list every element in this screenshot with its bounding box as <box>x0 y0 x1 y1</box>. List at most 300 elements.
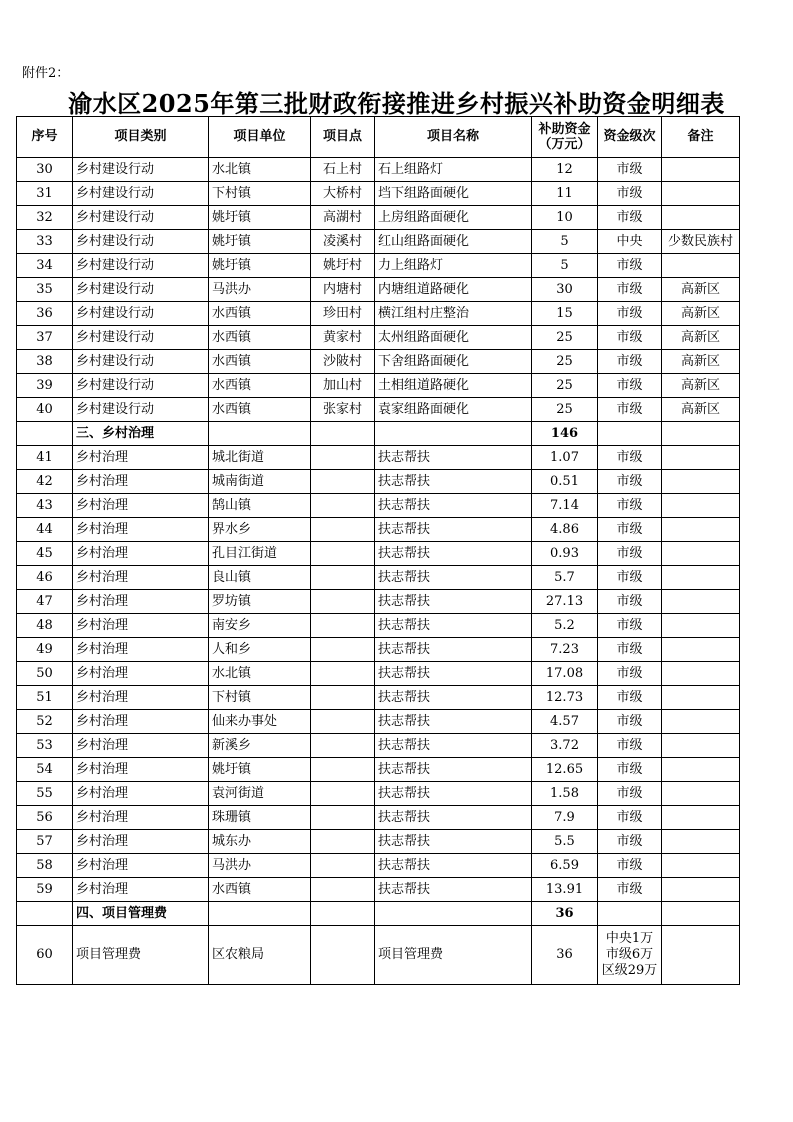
cell-category: 乡村建设行动 <box>73 302 209 326</box>
cell-level: 市级 <box>598 518 662 542</box>
cell-level: 市级 <box>598 254 662 278</box>
cell-level: 市级 <box>598 446 662 470</box>
cell-amount: 25 <box>532 374 598 398</box>
cell-category: 乡村治理 <box>73 782 209 806</box>
header-site: 项目点 <box>311 117 375 158</box>
cell-name: 扶志帮扶 <box>375 734 532 758</box>
cell-amount: 10 <box>532 206 598 230</box>
level-line: 市级6万 <box>605 947 654 962</box>
header-level: 资金级次 <box>598 117 662 158</box>
cell-seq: 58 <box>17 854 73 878</box>
cell-level: 市级 <box>598 158 662 182</box>
level-line: 中央1万 <box>605 931 654 946</box>
cell-note <box>662 254 740 278</box>
cell-note <box>662 686 740 710</box>
cell-note <box>662 470 740 494</box>
cell-site: 沙陂村 <box>311 350 375 374</box>
cell-note <box>662 566 740 590</box>
cell-category: 乡村建设行动 <box>73 254 209 278</box>
header-amount-line2: （万元） <box>538 137 591 152</box>
cell-seq: 45 <box>17 542 73 566</box>
cell-site <box>311 518 375 542</box>
section-label: 四、项目管理费 <box>73 902 209 926</box>
cell-level: 市级 <box>598 878 662 902</box>
cell-unit: 马洪办 <box>209 278 311 302</box>
cell-note: 高新区 <box>662 302 740 326</box>
cell-unit: 马洪办 <box>209 854 311 878</box>
table-row <box>17 662 740 686</box>
funding-detail-table <box>16 116 740 985</box>
cell-site: 凌溪村 <box>311 230 375 254</box>
cell-category: 乡村建设行动 <box>73 398 209 422</box>
cell-site <box>311 806 375 830</box>
cell-category: 乡村治理 <box>73 878 209 902</box>
cell-name: 扶志帮扶 <box>375 638 532 662</box>
table-row <box>17 878 740 902</box>
table-row <box>17 350 740 374</box>
cell-category: 项目管理费 <box>73 926 209 985</box>
cell-name: 上房组路面硬化 <box>375 206 532 230</box>
table-row <box>17 542 740 566</box>
cell-level: 市级 <box>598 782 662 806</box>
table-row <box>17 470 740 494</box>
cell-category: 乡村治理 <box>73 662 209 686</box>
cell-seq: 60 <box>17 926 73 985</box>
cell-seq: 38 <box>17 350 73 374</box>
cell-name: 扶志帮扶 <box>375 710 532 734</box>
cell-level: 市级 <box>598 734 662 758</box>
cell-seq: 40 <box>17 398 73 422</box>
cell-note <box>662 806 740 830</box>
cell-level <box>598 926 662 985</box>
cell-amount: 27.13 <box>532 590 598 614</box>
cell-level: 市级 <box>598 398 662 422</box>
cell-site <box>311 758 375 782</box>
cell-level: 市级 <box>598 710 662 734</box>
cell-seq: 59 <box>17 878 73 902</box>
cell-seq: 50 <box>17 662 73 686</box>
cell-site: 高湖村 <box>311 206 375 230</box>
cell-site <box>311 686 375 710</box>
cell-note <box>662 206 740 230</box>
cell-level: 市级 <box>598 278 662 302</box>
table-row <box>17 206 740 230</box>
table-row <box>17 854 740 878</box>
cell-category: 乡村治理 <box>73 542 209 566</box>
cell-unit: 水西镇 <box>209 302 311 326</box>
cell-amount: 6.59 <box>532 854 598 878</box>
cell-category: 乡村治理 <box>73 758 209 782</box>
cell-site <box>311 734 375 758</box>
table-row <box>17 806 740 830</box>
cell-name: 扶志帮扶 <box>375 806 532 830</box>
cell-name: 扶志帮扶 <box>375 518 532 542</box>
cell-seq: 44 <box>17 518 73 542</box>
cell-level: 中央 <box>598 230 662 254</box>
cell-level: 市级 <box>598 614 662 638</box>
cell-name: 扶志帮扶 <box>375 830 532 854</box>
cell-unit: 城北街道 <box>209 446 311 470</box>
cell-category: 乡村治理 <box>73 566 209 590</box>
cell-site <box>311 662 375 686</box>
cell-name: 红山组路面硬化 <box>375 230 532 254</box>
cell-site <box>311 614 375 638</box>
cell-unit: 姚圩镇 <box>209 206 311 230</box>
cell-category: 乡村治理 <box>73 638 209 662</box>
cell-unit: 珠珊镇 <box>209 806 311 830</box>
cell-site <box>311 470 375 494</box>
cell-level: 市级 <box>598 470 662 494</box>
section-amount: 146 <box>532 422 598 446</box>
cell-name: 扶志帮扶 <box>375 878 532 902</box>
cell-seq: 30 <box>17 158 73 182</box>
cell-seq: 53 <box>17 734 73 758</box>
cell-unit: 城南街道 <box>209 470 311 494</box>
cell-amount: 7.14 <box>532 494 598 518</box>
cell-amount: 7.23 <box>532 638 598 662</box>
cell-name: 垱下组路面硬化 <box>375 182 532 206</box>
table-row <box>17 566 740 590</box>
cell-level: 市级 <box>598 854 662 878</box>
cell-amount: 25 <box>532 350 598 374</box>
cell-level: 市级 <box>598 566 662 590</box>
cell-note: 高新区 <box>662 278 740 302</box>
cell-category: 乡村治理 <box>73 470 209 494</box>
header-seq: 序号 <box>17 117 73 158</box>
cell-site <box>311 782 375 806</box>
cell-seq: 46 <box>17 566 73 590</box>
cell-name: 扶志帮扶 <box>375 470 532 494</box>
cell-category: 乡村建设行动 <box>73 230 209 254</box>
table-row <box>17 158 740 182</box>
cell-category: 乡村治理 <box>73 590 209 614</box>
cell-seq: 49 <box>17 638 73 662</box>
cell-amount: 11 <box>532 182 598 206</box>
table-row <box>17 494 740 518</box>
cell-level: 市级 <box>598 758 662 782</box>
cell-note <box>662 758 740 782</box>
table-row <box>17 734 740 758</box>
cell-amount: 1.58 <box>532 782 598 806</box>
cell-note: 高新区 <box>662 350 740 374</box>
table-row <box>17 782 740 806</box>
cell-unit: 姚圩镇 <box>209 758 311 782</box>
cell-category: 乡村治理 <box>73 614 209 638</box>
cell-amount: 25 <box>532 398 598 422</box>
attachment-label: 附件2： <box>22 66 70 81</box>
cell-note <box>662 446 740 470</box>
cell-site: 石上村 <box>311 158 375 182</box>
cell-unit: 袁河街道 <box>209 782 311 806</box>
level-line: 区级29万 <box>601 963 658 978</box>
cell-unit: 水西镇 <box>209 350 311 374</box>
cell-note <box>662 830 740 854</box>
cell-level: 市级 <box>598 302 662 326</box>
cell-seq: 34 <box>17 254 73 278</box>
cell-name: 项目管理费 <box>375 926 532 985</box>
cell-category: 乡村治理 <box>73 734 209 758</box>
section-label: 三、乡村治理 <box>73 422 209 446</box>
cell-amount: 12.73 <box>532 686 598 710</box>
cell-seq: 52 <box>17 710 73 734</box>
cell-note <box>662 710 740 734</box>
cell-category: 乡村治理 <box>73 518 209 542</box>
table-header-row <box>17 117 740 158</box>
cell-level: 市级 <box>598 686 662 710</box>
header-amount-line1: 补助资金 <box>538 122 591 137</box>
cell-seq: 48 <box>17 614 73 638</box>
cell-amount: 4.57 <box>532 710 598 734</box>
cell-level: 市级 <box>598 662 662 686</box>
table-row <box>17 254 740 278</box>
cell-unit: 水西镇 <box>209 326 311 350</box>
cell-seq: 42 <box>17 470 73 494</box>
header-note: 备注 <box>662 117 740 158</box>
cell-category: 乡村治理 <box>73 686 209 710</box>
cell-level: 市级 <box>598 206 662 230</box>
cell-site: 黄家村 <box>311 326 375 350</box>
cell-name: 扶志帮扶 <box>375 566 532 590</box>
cell-category: 乡村治理 <box>73 494 209 518</box>
cell-seq: 36 <box>17 302 73 326</box>
cell-level: 市级 <box>598 326 662 350</box>
cell-site: 姚圩村 <box>311 254 375 278</box>
cell-site <box>311 854 375 878</box>
cell-amount: 0.93 <box>532 542 598 566</box>
cell-unit: 姚圩镇 <box>209 254 311 278</box>
table-row <box>17 686 740 710</box>
cell-site: 张家村 <box>311 398 375 422</box>
cell-unit: 下村镇 <box>209 686 311 710</box>
cell-name: 扶志帮扶 <box>375 782 532 806</box>
cell-unit: 姚圩镇 <box>209 230 311 254</box>
cell-name: 扶志帮扶 <box>375 614 532 638</box>
cell-category: 乡村治理 <box>73 710 209 734</box>
cell-unit: 鹄山镇 <box>209 494 311 518</box>
table-row <box>17 638 740 662</box>
cell-name: 石上组路灯 <box>375 158 532 182</box>
cell-unit: 城东办 <box>209 830 311 854</box>
cell-note <box>662 518 740 542</box>
table-row <box>17 182 740 206</box>
cell-unit: 水西镇 <box>209 398 311 422</box>
cell-amount: 5.5 <box>532 830 598 854</box>
cell-unit: 仙来办事处 <box>209 710 311 734</box>
cell-amount: 30 <box>532 278 598 302</box>
cell-category: 乡村建设行动 <box>73 206 209 230</box>
cell-name: 扶志帮扶 <box>375 590 532 614</box>
cell-name: 内塘组道路硬化 <box>375 278 532 302</box>
cell-name: 袁家组路面硬化 <box>375 398 532 422</box>
table-row <box>17 278 740 302</box>
cell-site: 加山村 <box>311 374 375 398</box>
cell-site <box>311 638 375 662</box>
cell-site <box>311 566 375 590</box>
cell-site: 珍田村 <box>311 302 375 326</box>
cell-site <box>311 710 375 734</box>
cell-amount: 5 <box>532 254 598 278</box>
table-row <box>17 710 740 734</box>
cell-amount: 0.51 <box>532 470 598 494</box>
cell-name: 土相组道路硬化 <box>375 374 532 398</box>
cell-level: 市级 <box>598 494 662 518</box>
cell-name: 下舍组路面硬化 <box>375 350 532 374</box>
cell-category: 乡村建设行动 <box>73 374 209 398</box>
cell-note: 高新区 <box>662 374 740 398</box>
cell-seq: 35 <box>17 278 73 302</box>
cell-seq: 43 <box>17 494 73 518</box>
cell-category: 乡村建设行动 <box>73 182 209 206</box>
cell-name: 力上组路灯 <box>375 254 532 278</box>
cell-note <box>662 182 740 206</box>
header-name: 项目名称 <box>375 117 532 158</box>
cell-amount: 1.07 <box>532 446 598 470</box>
cell-name: 扶志帮扶 <box>375 494 532 518</box>
cell-unit: 下村镇 <box>209 182 311 206</box>
cell-note <box>662 782 740 806</box>
table-row <box>17 230 740 254</box>
cell-note <box>662 662 740 686</box>
cell-level: 市级 <box>598 374 662 398</box>
cell-note: 高新区 <box>662 398 740 422</box>
cell-note <box>662 926 740 985</box>
cell-name: 扶志帮扶 <box>375 758 532 782</box>
cell-note <box>662 638 740 662</box>
cell-level: 市级 <box>598 806 662 830</box>
cell-unit: 界水乡 <box>209 518 311 542</box>
cell-category: 乡村治理 <box>73 830 209 854</box>
cell-site <box>311 590 375 614</box>
header-unit: 项目单位 <box>209 117 311 158</box>
table-row <box>17 518 740 542</box>
cell-name: 扶志帮扶 <box>375 686 532 710</box>
cell-seq: 41 <box>17 446 73 470</box>
cell-amount: 5 <box>532 230 598 254</box>
cell-unit: 罗坊镇 <box>209 590 311 614</box>
cell-unit: 南安乡 <box>209 614 311 638</box>
cell-unit: 水西镇 <box>209 878 311 902</box>
cell-seq: 32 <box>17 206 73 230</box>
cell-name: 扶志帮扶 <box>375 542 532 566</box>
table-row <box>17 830 740 854</box>
cell-amount: 5.2 <box>532 614 598 638</box>
cell-amount: 12.65 <box>532 758 598 782</box>
header-amount <box>532 117 598 158</box>
cell-amount: 5.7 <box>532 566 598 590</box>
cell-note <box>662 494 740 518</box>
cell-site: 大桥村 <box>311 182 375 206</box>
page-title: 渝水区2025年第三批财政衔接推进乡村振兴补助资金明细表 <box>68 89 725 118</box>
cell-amount: 4.86 <box>532 518 598 542</box>
cell-site <box>311 494 375 518</box>
cell-amount: 36 <box>532 926 598 985</box>
table-row <box>17 446 740 470</box>
cell-note <box>662 542 740 566</box>
cell-note: 高新区 <box>662 326 740 350</box>
cell-name: 扶志帮扶 <box>375 446 532 470</box>
cell-seq: 47 <box>17 590 73 614</box>
cell-unit: 良山镇 <box>209 566 311 590</box>
cell-unit: 孔目江街道 <box>209 542 311 566</box>
cell-amount: 13.91 <box>532 878 598 902</box>
cell-unit: 区农粮局 <box>209 926 311 985</box>
cell-unit: 水北镇 <box>209 158 311 182</box>
cell-seq: 33 <box>17 230 73 254</box>
cell-level: 市级 <box>598 830 662 854</box>
cell-amount: 7.9 <box>532 806 598 830</box>
cell-name: 太州组路面硬化 <box>375 326 532 350</box>
cell-level: 市级 <box>598 182 662 206</box>
cell-category: 乡村建设行动 <box>73 350 209 374</box>
cell-amount: 25 <box>532 326 598 350</box>
cell-seq: 54 <box>17 758 73 782</box>
cell-amount: 17.08 <box>532 662 598 686</box>
cell-name: 扶志帮扶 <box>375 854 532 878</box>
cell-level: 市级 <box>598 542 662 566</box>
cell-site <box>311 542 375 566</box>
cell-unit: 新溪乡 <box>209 734 311 758</box>
table-row <box>17 758 740 782</box>
cell-note <box>662 878 740 902</box>
section-amount: 36 <box>532 902 598 926</box>
cell-unit: 人和乡 <box>209 638 311 662</box>
cell-amount: 12 <box>532 158 598 182</box>
cell-category: 乡村建设行动 <box>73 158 209 182</box>
table-row <box>17 302 740 326</box>
cell-site <box>311 446 375 470</box>
cell-seq: 57 <box>17 830 73 854</box>
table-row <box>17 398 740 422</box>
cell-category: 乡村建设行动 <box>73 278 209 302</box>
cell-note <box>662 854 740 878</box>
cell-category: 乡村治理 <box>73 446 209 470</box>
cell-seq: 55 <box>17 782 73 806</box>
cell-note: 少数民族村 <box>662 230 740 254</box>
cell-note <box>662 734 740 758</box>
cell-category: 乡村建设行动 <box>73 326 209 350</box>
cell-name: 横江组村庄整治 <box>375 302 532 326</box>
cell-name: 扶志帮扶 <box>375 662 532 686</box>
cell-amount: 15 <box>532 302 598 326</box>
cell-unit: 水北镇 <box>209 662 311 686</box>
cell-level: 市级 <box>598 590 662 614</box>
cell-site <box>311 830 375 854</box>
cell-amount: 3.72 <box>532 734 598 758</box>
cell-note <box>662 590 740 614</box>
cell-level: 市级 <box>598 638 662 662</box>
cell-seq: 51 <box>17 686 73 710</box>
cell-unit: 水西镇 <box>209 374 311 398</box>
cell-site: 内塘村 <box>311 278 375 302</box>
cell-note <box>662 614 740 638</box>
cell-level: 市级 <box>598 350 662 374</box>
table-row <box>17 926 740 985</box>
cell-seq: 31 <box>17 182 73 206</box>
table-row <box>17 326 740 350</box>
section-row-management-fee <box>17 902 740 926</box>
cell-site <box>311 878 375 902</box>
table-row <box>17 374 740 398</box>
table-row <box>17 614 740 638</box>
cell-seq: 39 <box>17 374 73 398</box>
cell-note <box>662 158 740 182</box>
section-row-rural-governance <box>17 422 740 446</box>
cell-category: 乡村治理 <box>73 806 209 830</box>
cell-category: 乡村治理 <box>73 854 209 878</box>
table-row <box>17 590 740 614</box>
cell-seq: 56 <box>17 806 73 830</box>
cell-site <box>311 926 375 985</box>
